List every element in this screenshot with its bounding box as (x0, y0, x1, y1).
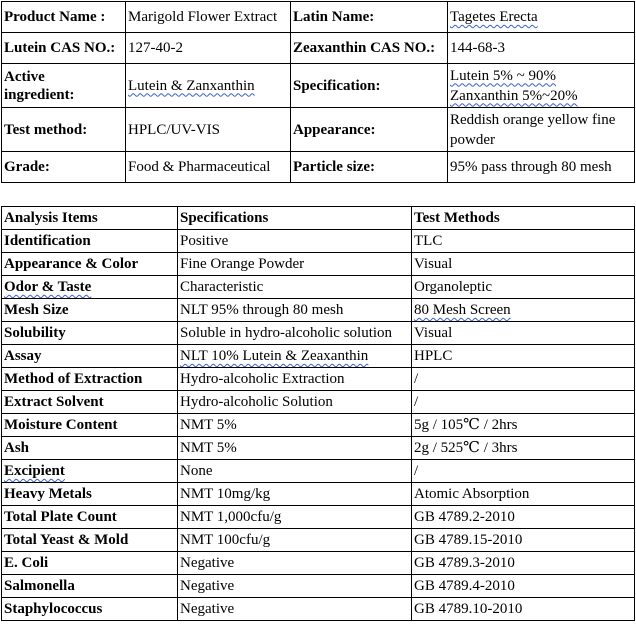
analysis-item-cell (2, 253, 178, 276)
latin-name-text: Tagetes Erecta (450, 9, 538, 25)
analysis-item-text: Extract Solvent (4, 394, 104, 410)
analysis-item-text: Odor & Taste (4, 279, 92, 295)
test-method-text: Visual (414, 325, 453, 341)
analysis-item-text: Total Yeast & Mold (4, 532, 129, 548)
specification-text: NLT 10% Lutein & Zeaxanthin (180, 348, 369, 364)
specification-text: Hydro-alcoholic Solution (180, 394, 333, 410)
specification-cell (178, 299, 412, 322)
specification-text: NMT 10mg/kg (180, 486, 271, 502)
analysis-item-cell (2, 529, 178, 552)
test-method-value: HPLC/UV-VIS (126, 108, 291, 152)
analysis-header-row (2, 207, 635, 230)
test-method-cell (412, 437, 635, 460)
analysis-item-text: E. Coli (4, 555, 49, 571)
zeaxanthin-cas-label: Zeaxanthin CAS NO.: (291, 33, 448, 64)
test-method-cell (412, 598, 635, 621)
test-method-cell (412, 230, 635, 253)
particle-size-value: 95% pass through 80 mesh (448, 152, 635, 183)
specification-cell (178, 598, 412, 621)
table-row (2, 506, 635, 529)
specification-text: Negative (180, 578, 235, 594)
active-ingredient-text: Lutein & Zanxanthin (128, 77, 255, 94)
analysis-item-text: Ash (4, 440, 30, 456)
specification-text: NMT 1,000cfu/g (180, 509, 282, 525)
product-info-table (1, 1, 635, 183)
analysis-item-cell (2, 575, 178, 598)
product-name-label: Product Name : (2, 2, 126, 33)
table-row (2, 575, 635, 598)
test-method-text: GB 4789.4-2010 (414, 578, 515, 594)
specification-cell (178, 529, 412, 552)
appearance-line-1: Reddish orange yellow fine (450, 111, 616, 128)
specification-text: Fine Orange Powder (180, 256, 305, 272)
analysis-item-cell (2, 460, 178, 483)
analysis-item-cell (2, 368, 178, 391)
particle-size-label: Particle size: (291, 152, 448, 183)
analysis-item-text: Method of Extraction (4, 371, 143, 387)
specification-text: Characteristic (180, 279, 264, 295)
analysis-item-cell (2, 322, 178, 345)
analysis-item-text: Mesh Size (4, 302, 69, 318)
specification-text: Negative (180, 601, 235, 617)
info-row (2, 2, 635, 33)
table-row (2, 529, 635, 552)
specification-cell (178, 345, 412, 368)
specification-cell (178, 368, 412, 391)
test-method-text: GB 4789.10-2010 (414, 601, 523, 617)
table-row (2, 253, 635, 276)
test-method-cell (412, 460, 635, 483)
table-row (2, 299, 635, 322)
analysis-item-cell (2, 506, 178, 529)
analysis-item-cell (2, 230, 178, 253)
test-method-cell (412, 391, 635, 414)
specification-text: None (180, 463, 213, 479)
test-method-cell (412, 299, 635, 322)
specification-text-1: Lutein 5% ~ 90% (450, 67, 557, 84)
test-method-cell (412, 276, 635, 299)
specification-cell (178, 552, 412, 575)
header-specifications: Specifications (178, 207, 412, 230)
specification-cell (178, 230, 412, 253)
test-method-cell (412, 575, 635, 598)
analysis-item-cell (2, 598, 178, 621)
analysis-item-cell (2, 345, 178, 368)
latin-name-value (448, 2, 635, 33)
info-row (2, 64, 635, 108)
analysis-item-text: Salmonella (4, 578, 75, 594)
appearance-label: Appearance: (291, 108, 448, 152)
specification-value (448, 64, 635, 108)
analysis-item-cell (2, 299, 178, 322)
header-test-methods: Test Methods (412, 207, 635, 230)
test-method-cell (412, 529, 635, 552)
appearance-value (448, 108, 635, 152)
test-method-text: HPLC (414, 348, 453, 364)
test-method-cell (412, 414, 635, 437)
active-ingredient-value (126, 64, 291, 108)
active-ingredient-label (2, 64, 126, 108)
info-row (2, 108, 635, 152)
analysis-item-text: Appearance & Color (4, 256, 139, 272)
active-label-line-1: Active (4, 68, 45, 85)
analysis-item-text: Staphylococcus (4, 601, 103, 617)
test-method-text: GB 4789.2-2010 (414, 509, 515, 525)
analysis-item-text: Total Plate Count (4, 509, 117, 525)
table-row (2, 276, 635, 299)
analysis-item-cell (2, 552, 178, 575)
specification-label: Specification: (291, 64, 448, 108)
lutein-cas-value: 127-40-2 (126, 33, 291, 64)
specification-cell (178, 322, 412, 345)
specification-line-2 (450, 86, 632, 106)
specification-cell (178, 575, 412, 598)
specification-text: NLT 95% through 80 mesh (180, 302, 344, 318)
analysis-item-text: Moisture Content (4, 417, 118, 433)
table-row (2, 230, 635, 253)
analysis-item-cell (2, 414, 178, 437)
analysis-item-text: Assay (4, 348, 42, 364)
table-row (2, 345, 635, 368)
analysis-item-text: Solubility (4, 325, 66, 341)
analysis-table (1, 206, 635, 621)
test-method-text: Organoleptic (414, 279, 493, 295)
test-method-label: Test method: (2, 108, 126, 152)
test-method-text: / (414, 463, 419, 479)
table-row (2, 368, 635, 391)
specification-text: Positive (180, 233, 229, 249)
info-row (2, 33, 635, 64)
specification-text: NMT 100cfu/g (180, 532, 271, 548)
table-row (2, 598, 635, 621)
specification-cell (178, 437, 412, 460)
specification-text: Soluble in hydro-alcoholic solution (180, 325, 393, 341)
table-row (2, 483, 635, 506)
analysis-item-text: Excipient (4, 463, 65, 479)
test-method-text: TLC (414, 233, 443, 249)
analysis-item-cell (2, 437, 178, 460)
test-method-text: 5g / 105℃ / 2hrs (414, 417, 518, 433)
test-method-cell (412, 368, 635, 391)
specification-cell (178, 483, 412, 506)
specification-text-2: Zanxanthin 5%~20% (450, 87, 578, 104)
analysis-item-cell (2, 483, 178, 506)
test-method-text: Visual (414, 256, 453, 272)
test-method-text: / (414, 371, 419, 387)
grade-label: Grade: (2, 152, 126, 183)
specification-cell (178, 506, 412, 529)
test-method-cell (412, 345, 635, 368)
table-row (2, 322, 635, 345)
specification-cell (178, 253, 412, 276)
test-method-cell (412, 322, 635, 345)
specification-text: Negative (180, 555, 235, 571)
specification-cell (178, 414, 412, 437)
specification-text: NMT 5% (180, 417, 237, 433)
zeaxanthin-cas-value: 144-68-3 (448, 33, 635, 64)
appearance-line-2: powder (450, 131, 495, 148)
test-method-text: / (414, 394, 419, 410)
specification-cell (178, 460, 412, 483)
specification-text: NMT 5% (180, 440, 237, 456)
test-method-cell (412, 253, 635, 276)
specification-text: Hydro-alcoholic Extraction (180, 371, 345, 387)
active-label-line-2: ingredient: (4, 86, 75, 103)
test-method-cell (412, 483, 635, 506)
table-row (2, 460, 635, 483)
specification-cell (178, 276, 412, 299)
latin-name-label: Latin Name: (291, 2, 448, 33)
analysis-item-text: Heavy Metals (4, 486, 92, 502)
product-name-value: Marigold Flower Extract (126, 2, 291, 33)
lutein-cas-label: Lutein CAS NO.: (2, 33, 126, 64)
grade-value: Food & Pharmaceutical (126, 152, 291, 183)
table-row (2, 552, 635, 575)
test-method-text: Atomic Absorption (414, 486, 530, 502)
table-row (2, 391, 635, 414)
specification-line-1 (450, 66, 632, 86)
analysis-body (2, 230, 635, 621)
table-row (2, 414, 635, 437)
info-row (2, 152, 635, 183)
specification-cell (178, 391, 412, 414)
header-analysis-items: Analysis Items (2, 207, 178, 230)
test-method-text: 2g / 525℃ / 3hrs (414, 440, 518, 456)
analysis-item-text: Identification (4, 233, 91, 249)
table-row (2, 437, 635, 460)
test-method-text: 80 Mesh Screen (414, 302, 511, 318)
test-method-cell (412, 506, 635, 529)
test-method-text: GB 4789.15-2010 (414, 532, 523, 548)
analysis-item-cell (2, 391, 178, 414)
test-method-text: GB 4789.3-2010 (414, 555, 515, 571)
analysis-item-cell (2, 276, 178, 299)
test-method-cell (412, 552, 635, 575)
